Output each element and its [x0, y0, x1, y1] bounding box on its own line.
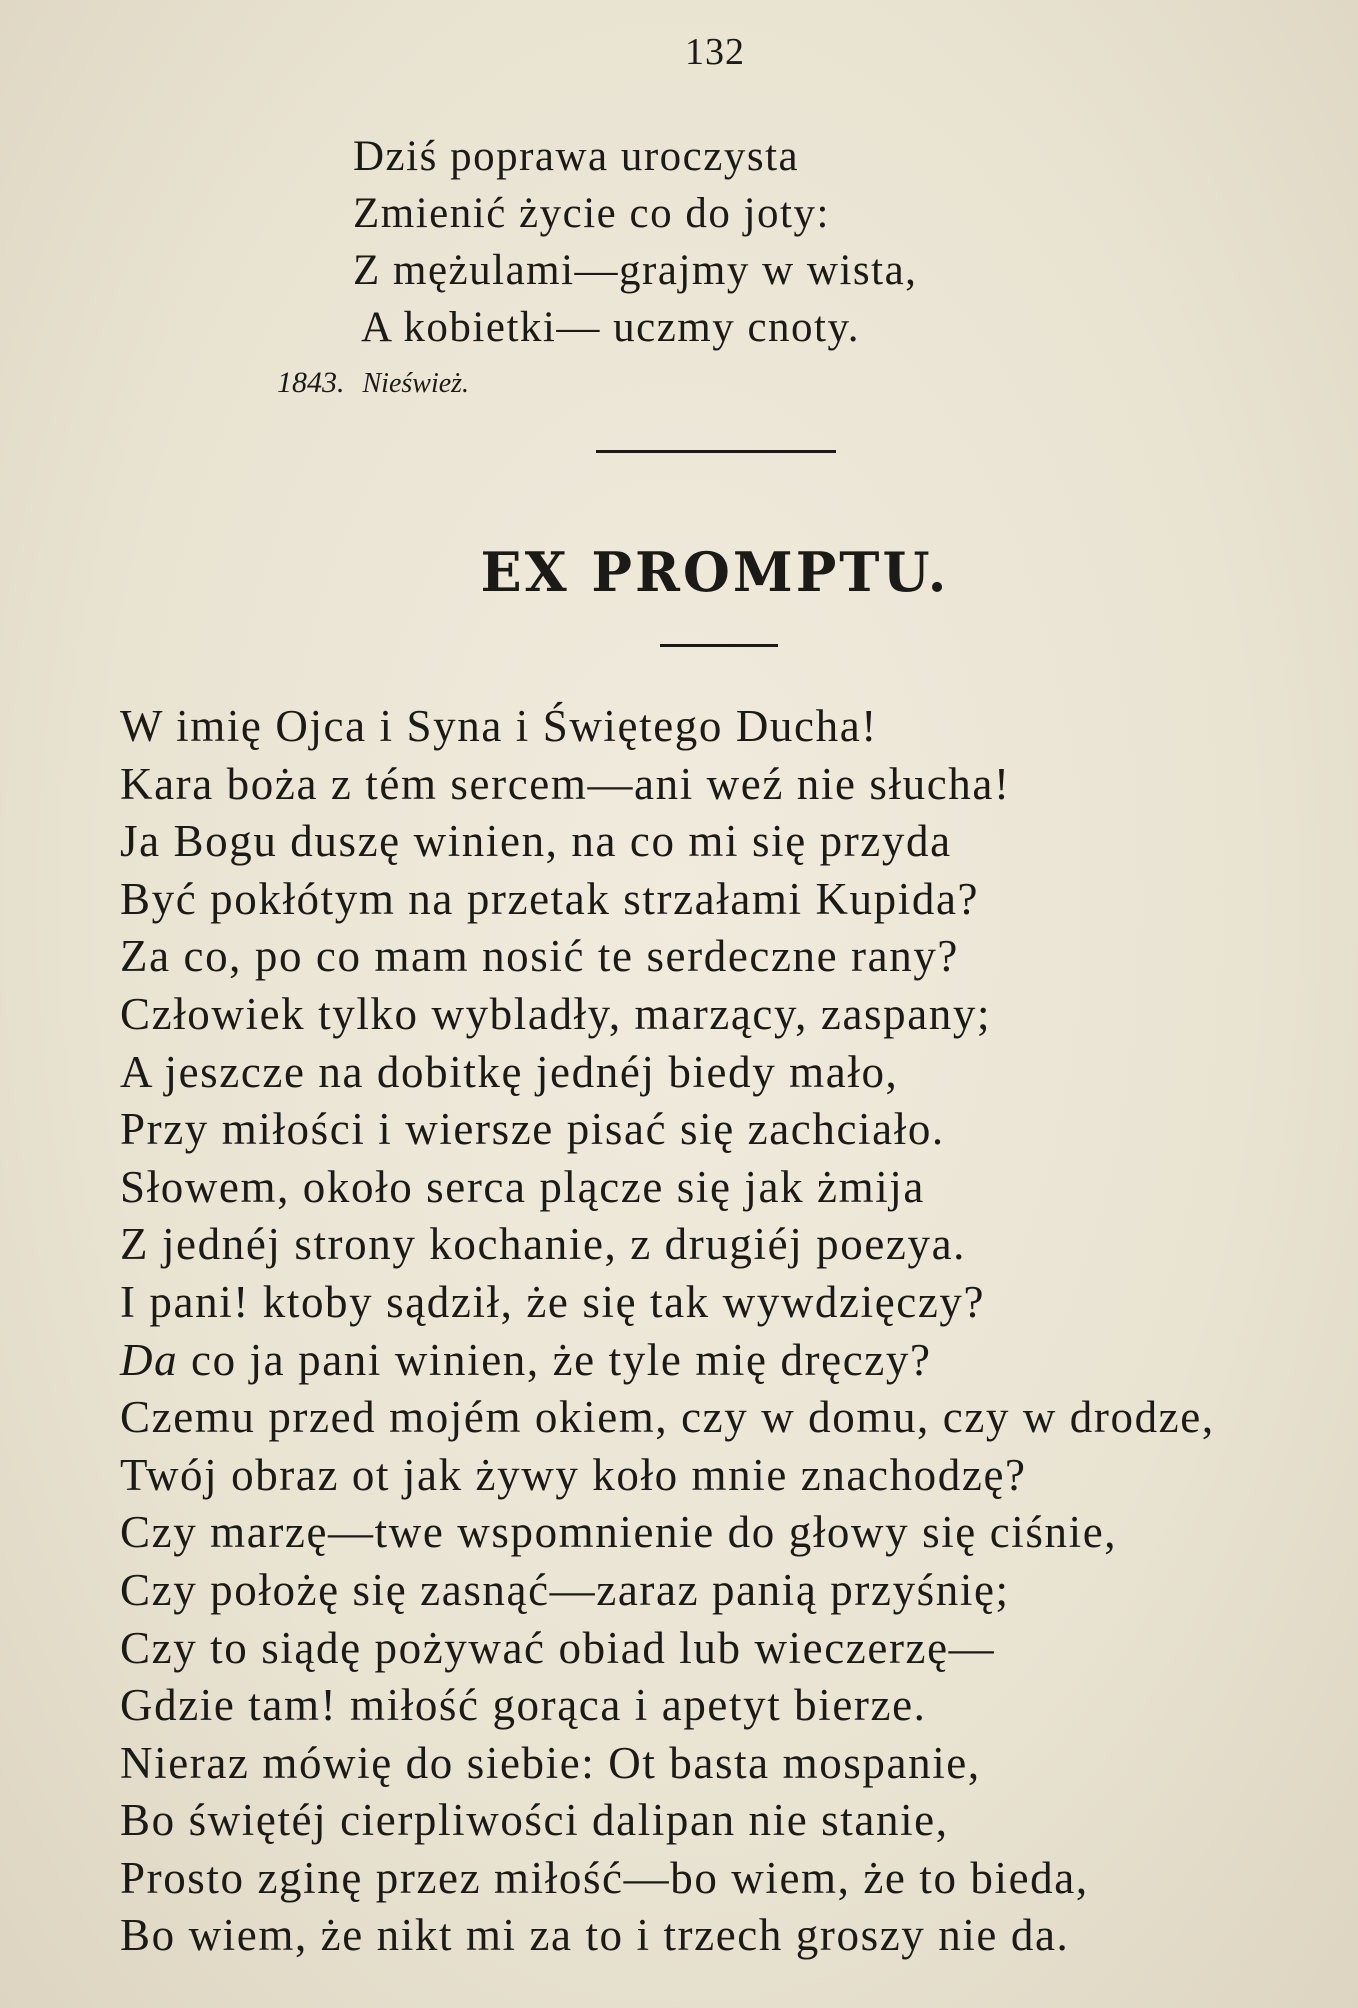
date-place-signature [277, 366, 469, 400]
poem-line [120, 1332, 1340, 1390]
title-underline [660, 644, 778, 647]
poem-line: Czy to siądę pożywać obiad lub wieczerzę— [120, 1622, 996, 1673]
poem-line: Czy położę się zasnąć—zaraz panią przyśnię; [120, 1564, 1010, 1615]
poem-title: EX PROMPTU. [480, 540, 950, 604]
poem-line: Prosto zginę przez miłość—bo wiem, że to bieda, [120, 1852, 1089, 1903]
poem-line: Bo świętéj cierpliwości dalipan nie stanie, [120, 1795, 949, 1846]
poem-line: Za co, po co mam nosić te serdeczne rany? [120, 931, 959, 982]
stanza-line: A kobietki— uczmy cnoty. [361, 304, 860, 351]
poem-line: Czy marzę—twe wspomnienie do głowy się ciśnie, [120, 1507, 1118, 1558]
poem-line: Nieraz mówię do siebie: Ot basta mospanie, [120, 1737, 981, 1788]
poem-line: Gdzie tam! miłość gorąca i apetyt bierze. [120, 1680, 927, 1731]
poem-line: W imię Ojca i Syna i Świętego Ducha! [120, 701, 878, 751]
italic-lead-word: Da [120, 1334, 179, 1385]
poem-line: Twój obraz ot jak żywy koło mnie znachodzę? [120, 1449, 1027, 1500]
poem-line: Słowem, około serca plącze się jak żmija [120, 1161, 925, 1212]
poem-body [120, 698, 1340, 1965]
poem-line-rest: co ja pani winien, że tyle mię dręczy? [178, 1334, 932, 1385]
section-divider [596, 450, 836, 453]
signature-year: 1843. [277, 366, 345, 399]
poem-line: Człowiek tylko wybladły, marzący, zaspany; [120, 988, 992, 1039]
signature-place: Nieśwież. [362, 368, 470, 399]
stanza-line: Zmienić życie co do joty: [353, 190, 830, 237]
poem-line: A jeszcze na dobitkę jednéj biedy mało, [120, 1046, 899, 1097]
poem-line: Kara boża z tém sercem—ani weź nie słucha! [120, 758, 1011, 809]
poem-line: Bo wiem, że nikt mi za to i trzech groszy nie da. [120, 1910, 1070, 1961]
poem-line: Ja Bogu duszę winien, na co mi się przyda [120, 816, 952, 867]
poem-line: Z jednéj strony kochanie, z drugiéj poezya. [120, 1219, 967, 1270]
poem-line: Być pokłótym na przetak strzałami Kupida? [120, 873, 980, 924]
poem-line: Przy miłości i wiersze pisać się zachciało. [120, 1104, 945, 1155]
page-number: 132 [685, 31, 745, 73]
stanza-line: Z mężulami—grajmy w wista, [353, 247, 918, 294]
poem-line: I pani! ktoby sądził, że się tak wywdzięczy? [120, 1276, 986, 1327]
closing-stanza [353, 128, 1113, 356]
stanza-line: Dziś poprawa uroczysta [353, 133, 800, 180]
poem-line: Czemu przed mojém okiem, czy w domu, czy w drodze, [120, 1392, 1215, 1443]
